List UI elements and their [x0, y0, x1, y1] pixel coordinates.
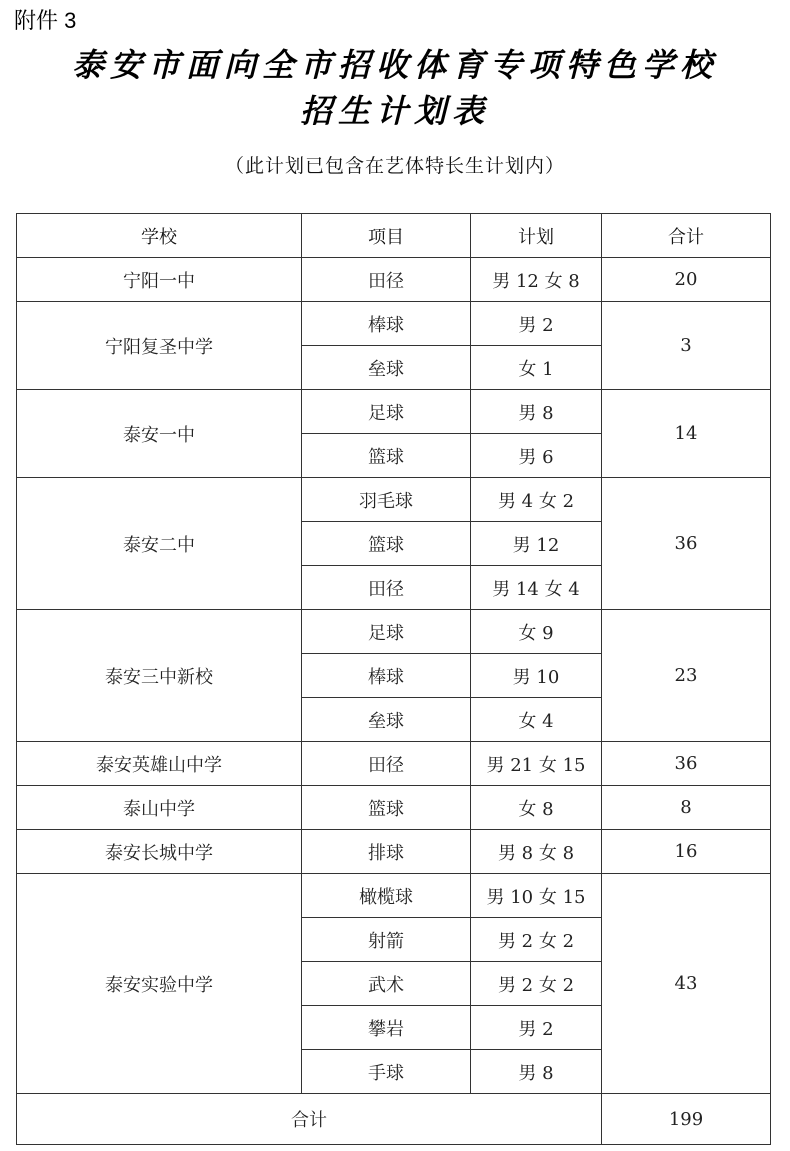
header-total: 合计: [602, 214, 771, 258]
grand-total-value: 199: [602, 1094, 771, 1145]
cell-item: 田径: [302, 258, 471, 302]
cell-plan: 男 10 女 15: [471, 874, 602, 918]
table-row: [17, 478, 771, 522]
header-item: 项目: [302, 214, 471, 258]
table-row: [17, 742, 771, 786]
table-row: [17, 302, 771, 346]
cell-school-name: 宁阳复圣中学: [17, 302, 302, 390]
cell-plan: 男 2: [471, 1006, 602, 1050]
table-row: [17, 390, 771, 434]
document-title-line-1: 泰安市面向全市招收体育专项特色学校: [71, 46, 718, 84]
cell-school-total: 8: [602, 786, 771, 830]
cell-school-total: 43: [602, 874, 771, 1094]
table-row: [17, 874, 771, 918]
table-body: [17, 258, 771, 1145]
cell-plan: 女 1: [471, 346, 602, 390]
cell-school-total: 3: [602, 302, 771, 390]
cell-school-total: 23: [602, 610, 771, 742]
cell-plan: 男 8: [471, 1050, 602, 1094]
cell-school-name: 泰安二中: [17, 478, 302, 610]
cell-school-name: 泰安三中新校: [17, 610, 302, 742]
cell-plan: 女 4: [471, 698, 602, 742]
cell-item: 射箭: [302, 918, 471, 962]
grand-total-label: 合计: [17, 1094, 602, 1145]
attachment-label: 附件 3: [14, 8, 77, 33]
cell-school-total: 36: [602, 742, 771, 786]
cell-item: 手球: [302, 1050, 471, 1094]
table-row: [17, 610, 771, 654]
table-header-row: [17, 214, 771, 258]
cell-item: 武术: [302, 962, 471, 1006]
cell-item: 垒球: [302, 698, 471, 742]
cell-item: 篮球: [302, 434, 471, 478]
cell-plan: 男 10: [471, 654, 602, 698]
header-school: 学校: [17, 214, 302, 258]
cell-item: 垒球: [302, 346, 471, 390]
cell-school-name: 泰安英雄山中学: [17, 742, 302, 786]
cell-plan: 男 2: [471, 302, 602, 346]
header-plan: 计划: [471, 214, 602, 258]
cell-school-name: 泰安一中: [17, 390, 302, 478]
cell-school-name: 泰山中学: [17, 786, 302, 830]
cell-plan: 男 4 女 2: [471, 478, 602, 522]
cell-item: 篮球: [302, 786, 471, 830]
cell-item: 足球: [302, 610, 471, 654]
cell-plan: 男 8 女 8: [471, 830, 602, 874]
cell-item: 棒球: [302, 302, 471, 346]
cell-plan: 女 9: [471, 610, 602, 654]
cell-item: 攀岩: [302, 1006, 471, 1050]
cell-item: 田径: [302, 742, 471, 786]
cell-plan: 男 8: [471, 390, 602, 434]
cell-plan: 男 6: [471, 434, 602, 478]
cell-school-name: 宁阳一中: [17, 258, 302, 302]
cell-plan: 男 14 女 4: [471, 566, 602, 610]
cell-item: 足球: [302, 390, 471, 434]
cell-item: 棒球: [302, 654, 471, 698]
table-row: [17, 258, 771, 302]
enrollment-plan-table: [16, 213, 771, 1145]
document-title-line-2: 招生计划表: [299, 92, 490, 130]
table-row: [17, 786, 771, 830]
cell-plan: 男 12: [471, 522, 602, 566]
cell-school-total: 16: [602, 830, 771, 874]
cell-item: 田径: [302, 566, 471, 610]
cell-school-total: 14: [602, 390, 771, 478]
grand-total-row: [17, 1094, 771, 1145]
cell-plan: 女 8: [471, 786, 602, 830]
cell-school-total: 36: [602, 478, 771, 610]
cell-item: 橄榄球: [302, 874, 471, 918]
cell-plan: 男 2 女 2: [471, 962, 602, 1006]
cell-plan: 男 21 女 15: [471, 742, 602, 786]
cell-plan: 男 12 女 8: [471, 258, 602, 302]
cell-item: 羽毛球: [302, 478, 471, 522]
cell-item: 排球: [302, 830, 471, 874]
document-subtitle: （此计划已包含在艺体特长生计划内）: [224, 155, 565, 177]
cell-item: 篮球: [302, 522, 471, 566]
table-row: [17, 830, 771, 874]
cell-school-name: 泰安实验中学: [17, 874, 302, 1094]
cell-plan: 男 2 女 2: [471, 918, 602, 962]
cell-school-name: 泰安长城中学: [17, 830, 302, 874]
cell-school-total: 20: [602, 258, 771, 302]
